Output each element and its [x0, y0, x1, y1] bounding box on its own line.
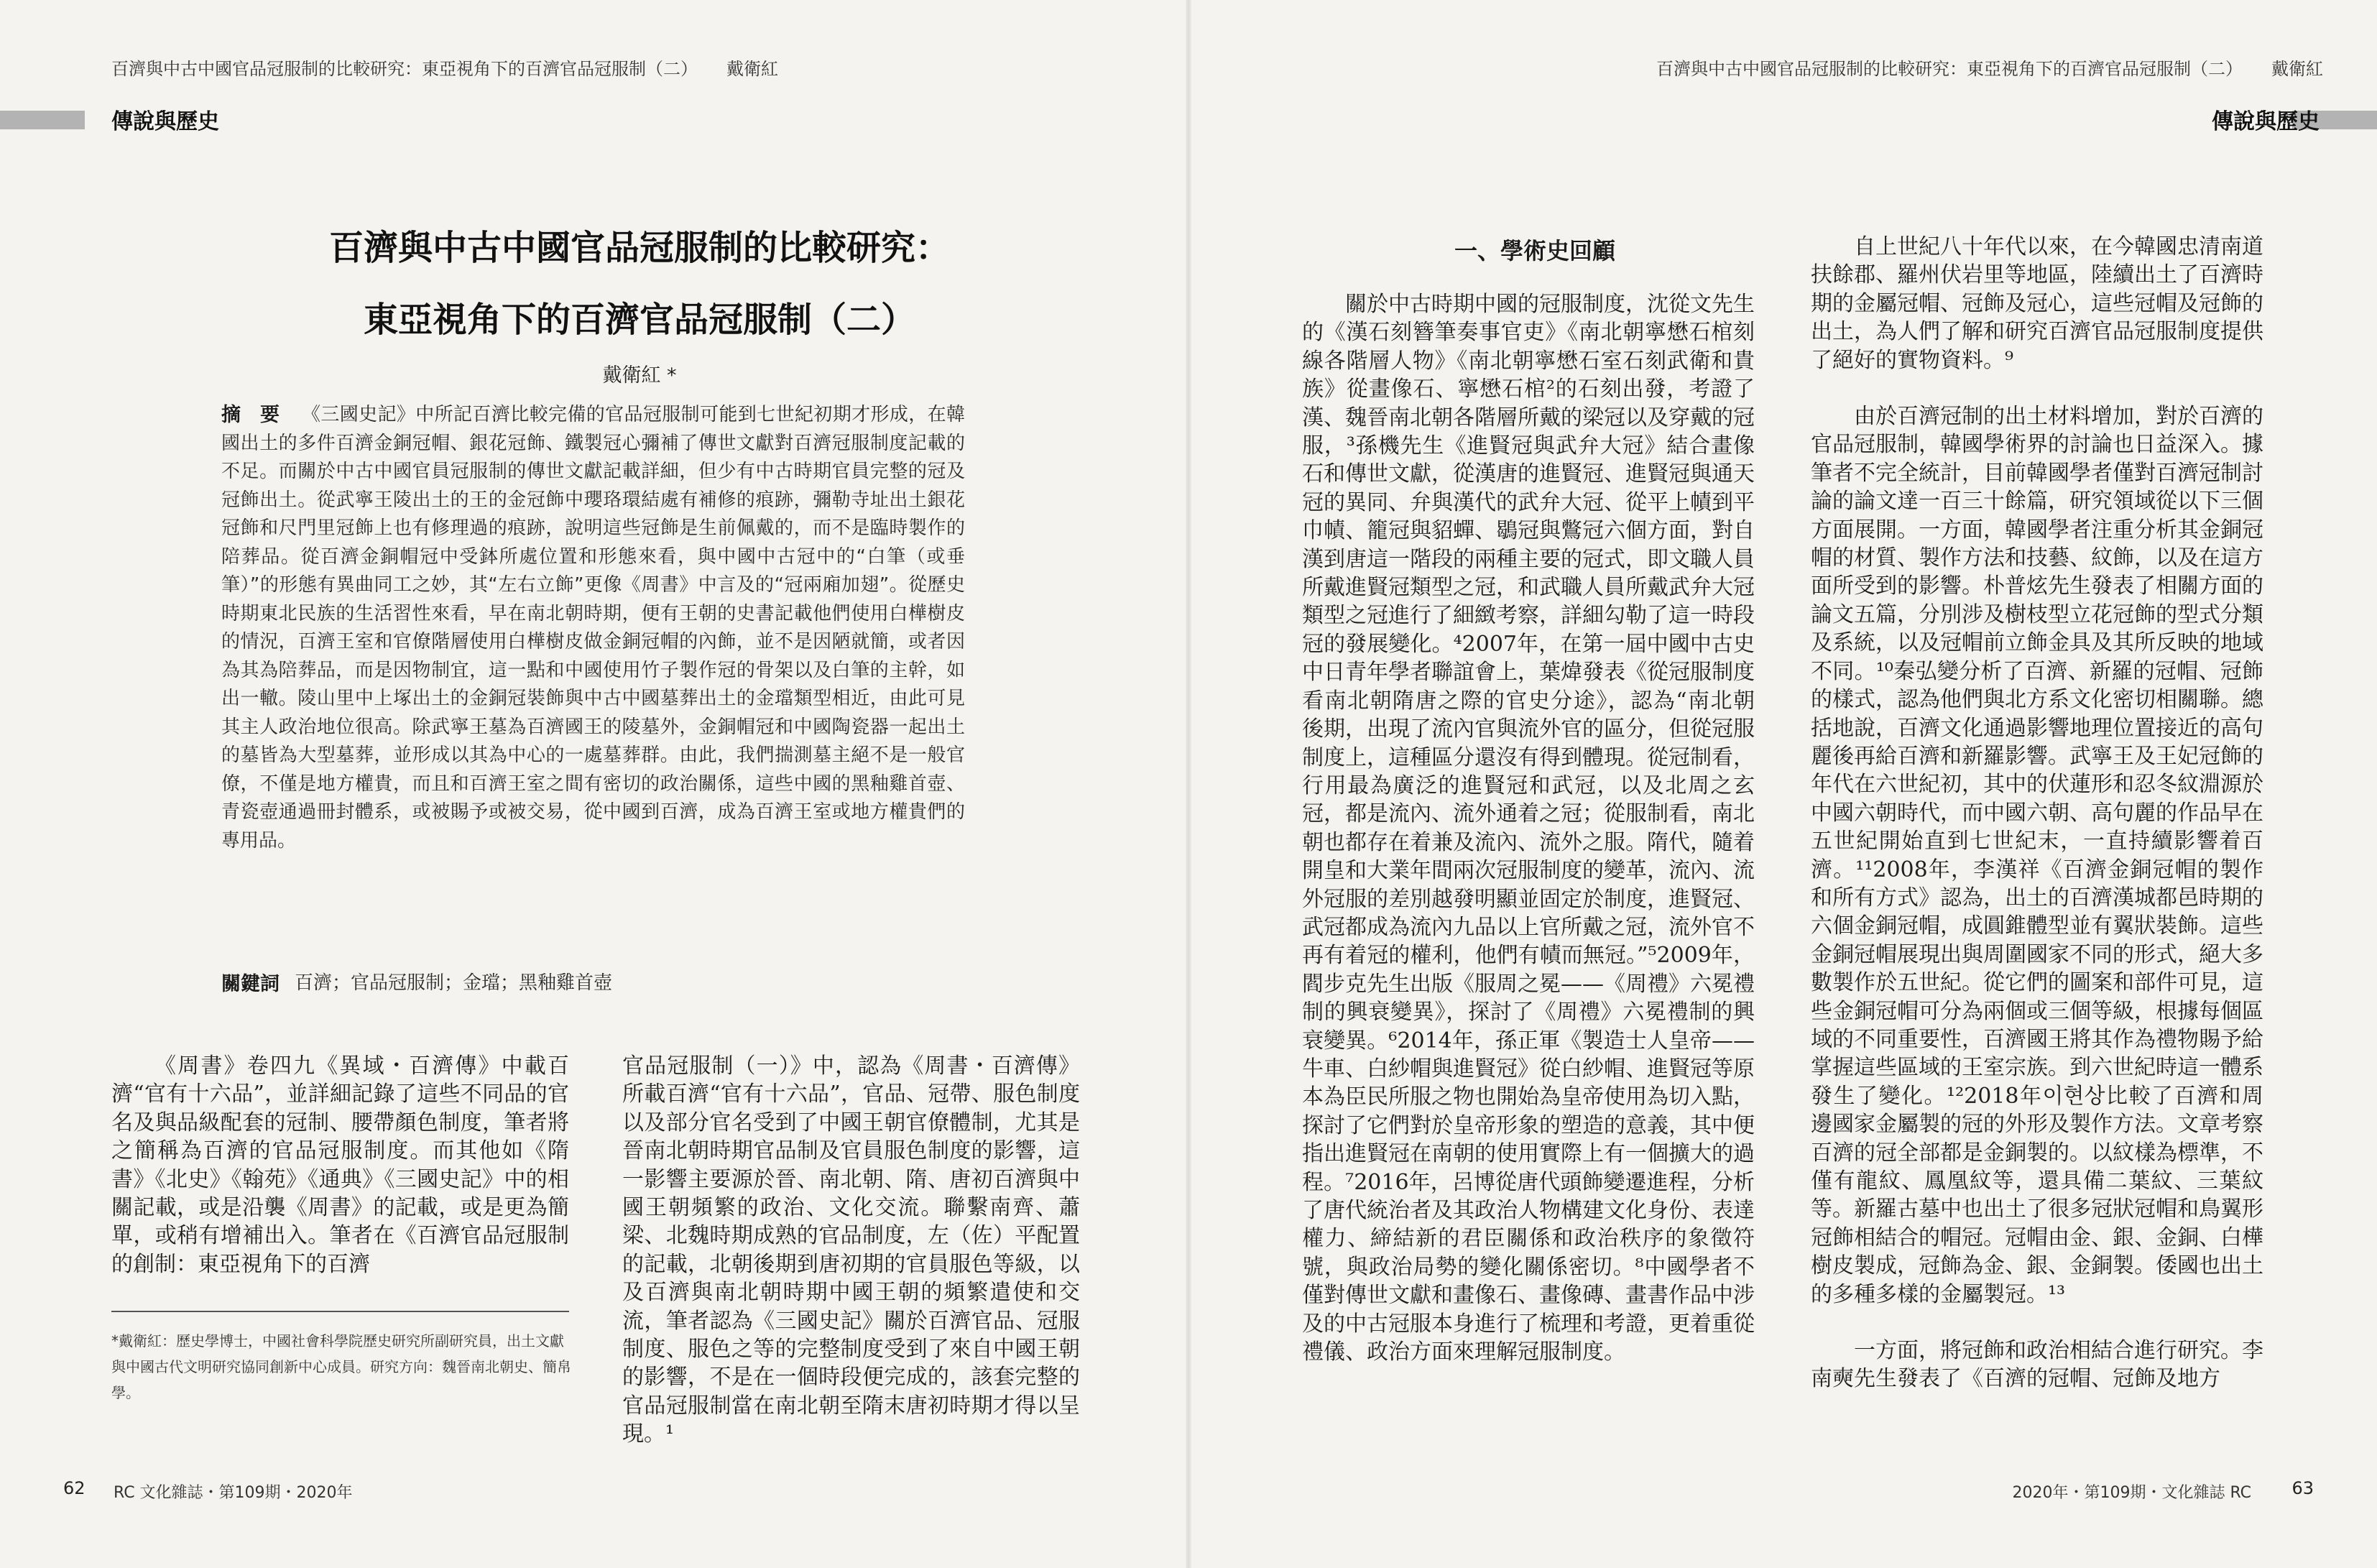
body-paragraph: 《周書》卷四九《異域・百濟傳》中載百濟“官有十六品”，並詳細記錄了這些不同品的官名及與品級配套的冠制、腰帶顏色制度，筆者將之簡稱為百濟的官品冠服制度。而其他如《隋書》《北史》《翰苑》《通典》《三國史記》中的相關記載，或是沿襲《周書》的記載，或是更為簡單，或稍有增補出入。筆者在《百濟官品冠服制的創制：東亞視角下的百濟: [111, 1053, 569, 1277]
abstract: [221, 401, 965, 855]
page-number-right: 63: [2291, 1478, 2314, 1498]
keywords-text: 百濟；官品冠服制；金璫；黑釉雞首壺: [295, 972, 613, 994]
footnote-rule: [111, 1311, 569, 1312]
body-column-2: [622, 1052, 1080, 1449]
section-label: 傳說與歷史: [2212, 109, 2320, 134]
body-column-4: [1811, 233, 2263, 1393]
running-head-left: [111, 55, 778, 80]
article-title-line1: 百濟與中古中國官品冠服制的比較研究：: [328, 228, 950, 268]
body-paragraph: 一方面，將冠飾和政治相結合進行研究。李南奭先生發表了《百濟的冠帽、冠飾及地方: [1811, 1338, 2263, 1392]
running-head-title: 百濟與中古中國官品冠服制的比較研究：東亞視角下的百濟官品冠服制（二）: [111, 59, 698, 79]
left-page: [0, 0, 1188, 1568]
running-head-title: 百濟與中古中國官品冠服制的比較研究：東亞視角下的百濟官品冠服制（二）: [1656, 59, 2243, 79]
author-byline: 戴衛紅 *: [602, 364, 677, 387]
body-paragraph: 關於中古時期中國的冠服制度，沈從文先生的《漢石刻簪筆奏事官吏》《南北朝寧懋石棺刻線各階層人物》《南北朝寧懋石室石刻武衛和貴族》從畫像石、寧懋石棺²的石刻出發，考證了漢、魏晉南北朝各階層所戴的梁冠以及穿戴的冠服，³孫機先生《進賢冠與武弁大冠》結合畫像石和傳世文獻，從漢唐的進賢冠、進賢冠與通天冠的異同、弁與漢代的武弁大冠、從平上幘到平巾幘、籠冠與貂蟬、鶡冠與鷩冠六個方面，對自漢到唐這一階段的兩種主要的冠式，即文職人員所戴進賢冠類型之冠，和武職人員所戴武弁大冠類型之冠進行了細緻考察，詳細勾勒了這一時段冠的發展變化。⁴2007年，在第一屆中國中古史中日青年學者聯誼會上，葉煒發表《從冠服制度看南北朝隋唐之際的官史分途》，認為“南北朝後期，出現了流內官與流外官的區分，但從冠服制度上，這種區分還沒有得到體現。從冠制看，行用最為廣泛的進賢冠和武冠，以及北周之玄冠，都是流內、流外通着之冠；從服制看，南北朝也都存在着兼及流內、流外之服。隋代，隨着開皇和大業年間兩次冠服制度的變革，流內、流外冠服的差別越發明顯並固定於制度，進賢冠、武冠都成為流內九品以上官所戴之冠，流外官不再有着冠的權利，他們有幘而無冠。”⁵2009年，閻步克先生出版《服周之冕——《周禮》六冕禮制的興衰變異》，探討了《周禮》六冕禮制的興衰變異。⁶2014年，孫正軍《製造士人皇帝——牛車、白紗帽與進賢冠》從白紗帽、進賢冠等原本為臣民所服之物也開始為皇帝使用為切入點，探討了它們對於皇帝形象的塑造的意義，其中便指出進賢冠在南朝的使用實際上有一個擴大的過程。⁷2016年，呂博從唐代頭飾變遷進程，分析了唐代統治者及其政治人物構建文化身份、表達權力、締結新的君臣關係和政治秩序的象徵符號，與政治局勢的變化關係密切。⁸中國學者不僅對傳世文獻和畫像石、畫像磚、畫書作品中涉及的中古冠服本身進行了梳理和考證，更着重從禮儀、政治方面來理解冠服制度。: [1302, 292, 1755, 1365]
footnote: *戴衛紅：歷史學博士，中國社會科學院歷史研究所副研究員，出土文獻與中國古代文明研究協同創新中心成員。研究方向：魏晉南北朝史、簡帛學。: [111, 1332, 571, 1401]
section-tab-bar: [0, 111, 85, 129]
abstract-label: 摘 要: [221, 404, 280, 426]
page-number-left: 62: [63, 1478, 86, 1498]
keywords-label: 關鍵詞: [221, 973, 280, 995]
folio-left: RC 文化雜誌・第109期・2020年: [114, 1484, 353, 1502]
right-page: [1188, 0, 2377, 1568]
running-head-author: 戴衛紅: [2271, 59, 2323, 79]
body-column-3: [1302, 290, 1755, 1366]
article-title-line2: 東亞視角下的百濟官品冠服制（二）: [363, 300, 915, 340]
section-label: 傳說與歷史: [111, 109, 219, 134]
body-paragraph: 自上世紀八十年代以來，在今韓國忠清南道扶餘郡、羅州伏岩里等地區，陸續出土了百濟時期的金屬冠帽、冠飾及冠心，這些冠帽及冠飾的出土，為人們了解和研究百濟官品冠服制度提供了絕好的實物資料。⁹: [1811, 234, 2263, 373]
section-heading: 一、學術史回顧: [1454, 237, 1616, 264]
body-paragraph: 由於百濟冠制的出土材料增加，對於百濟的官品冠服制，韓國學術界的討論也日益深入。據筆者不完全統計，目前韓國學者僅對百濟冠制討論的論文達一百三十餘篇，研究領域從以下三個方面展開。一方面，韓國學者注重分析其金銅冠帽的材質、製作方法和技藝、紋飾，以及在這方面所受到的影響。朴普炫先生發表了相關方面的論文五篇，分別涉及樹枝型立花冠飾的型式分類及系統，以及冠帽前立飾金具及其所反映的地域不同。¹⁰秦弘變分析了百濟、新羅的冠帽、冠飾的樣式，認為他們與北方系文化密切相關聯。總括地說，百濟文化通過影響地理位置接近的高句麗後再給百濟和新羅影響。武寧王及王妃冠飾的年代在六世紀初，其中的伏蓮形和忍冬紋淵源於中國六朝時代，而中國六朝、高句麗的作品早在五世紀開始直到七世紀末，一直持續影響着百濟。¹¹2008年，李漢祥《百濟金銅冠帽的製作和所有方式》認為，出土的百濟漢城都邑時期的六個金銅冠帽，成圓錐體型並有翼狀裝飾。這些金銅冠帽展現出與周圍國家不同的形式，絕大多數製作於五世紀。從它們的圖案和部件可見，這些金銅冠帽可分為兩個或三個等級，根據每個區域的不同重要性，百濟國王將其作為禮物賜予給掌握這些區域的王室宗族。到六世紀時這一體系發生了變化。¹²2018年이현상比較了百濟和周邊國家金屬製的冠的外形及製作方法。文章考察百濟的冠全部都是金銅製的。以紋樣為標準，不僅有龍紋、鳳凰紋等，還具備二葉紋、三葉紋等。新羅古墓中也出土了很多冠狀冠帽和鳥翼形冠飾相結合的帽冠。冠帽由金、銀、金銅、白樺樹皮製成，冠飾為金、銀、金銅製。倭國也出土的多種多樣的金屬製冠。¹³: [1811, 404, 2263, 1307]
body-column-1: [111, 1052, 569, 1278]
folio-right: 2020年・第109期・文化雜誌 RC: [2012, 1484, 2251, 1502]
body-paragraph: 官品冠服制（一）》中，認為《周書・百濟傳》所載百濟“官有十六品”，官品、冠帶、服色制度以及部分官名受到了中國王朝官僚體制，尤其是晉南北朝時期官品制及官員服色制度的影響，這一影響主要源於晉、南北朝、隋、唐初百濟與中國王朝頻繁的政治、文化交流。聯繫南齊、蕭梁、北魏時期成熟的官品制度，左（佐）平配置的記載，北朝後期到唐初期的官員服色等級，以及百濟與南北朝時期中國王朝的頻繁遣使和交流，筆者認為《三國史記》關於百濟官品、冠服制度、服色之等的完整制度受到了來自中國王朝的影響，不是在一個時段便完成的，該套完整的官品冠服制當在南北朝至隋末唐初時期才得以呈現。¹: [622, 1053, 1080, 1447]
abstract-text: 《三國史記》中所記百濟比較完備的官品冠服制可能到七世紀初期才形成，在韓國出土的多件百濟金銅冠帽、銀花冠飾、鐵製冠心彌補了傳世文獻對百濟冠服制度記載的不足。而關於中古中國官員冠服制的傳世文獻記載詳細，但少有中古時期官員完整的冠及冠飾出土。從武寧王陵出土的王的金冠飾中瓔珞環結處有補修的痕跡，彌勒寺址出土銀花冠飾和尺門里冠飾上也有修理過的痕跡，說明這些冠飾是生前佩戴的，而不是臨時製作的陪葬品。從百濟金銅帽冠中受鉢所處位置和形態來看，與中國中古冠中的“白筆（或垂筆）”的形態有異曲同工之妙，其“左右立飾”更像《周書》中言及的“冠兩廂加翅”。從歷史時期東北民族的生活習性來看，早在南北朝時期，便有王朝的史書記載他們使用白樺樹皮的情況，百濟王室和官僚階層使用白樺樹皮做金銅冠帽的內飾，並不是因陋就簡，或者因為其為陪葬品，而是因物制宜，這一點和中國使用竹子製作冠的骨架以及白筆的主幹，如出一轍。陵山里中上塚出土的金銅冠裝飾與中古中國墓葬出土的金璫類型相近，由此可見其主人政治地位很高。除武寧王墓為百濟國王的陵墓外，金銅帽冠和中國陶瓷器一起出土的墓皆為大型墓葬，並形成以其為中心的一處墓葬群。由此，我們揣測墓主絕不是一般官僚，不僅是地方權貴，而且和百濟王室之間有密切的政治關係，這些中國的黑釉雞首壺、青瓷壺通過冊封體系，或被賜予或被交易，從中國到百濟，成為百濟王室或地方權貴們的專用品。: [221, 404, 965, 852]
running-head-author: 戴衛紅: [726, 59, 778, 79]
running-head-right: [1656, 55, 2323, 80]
